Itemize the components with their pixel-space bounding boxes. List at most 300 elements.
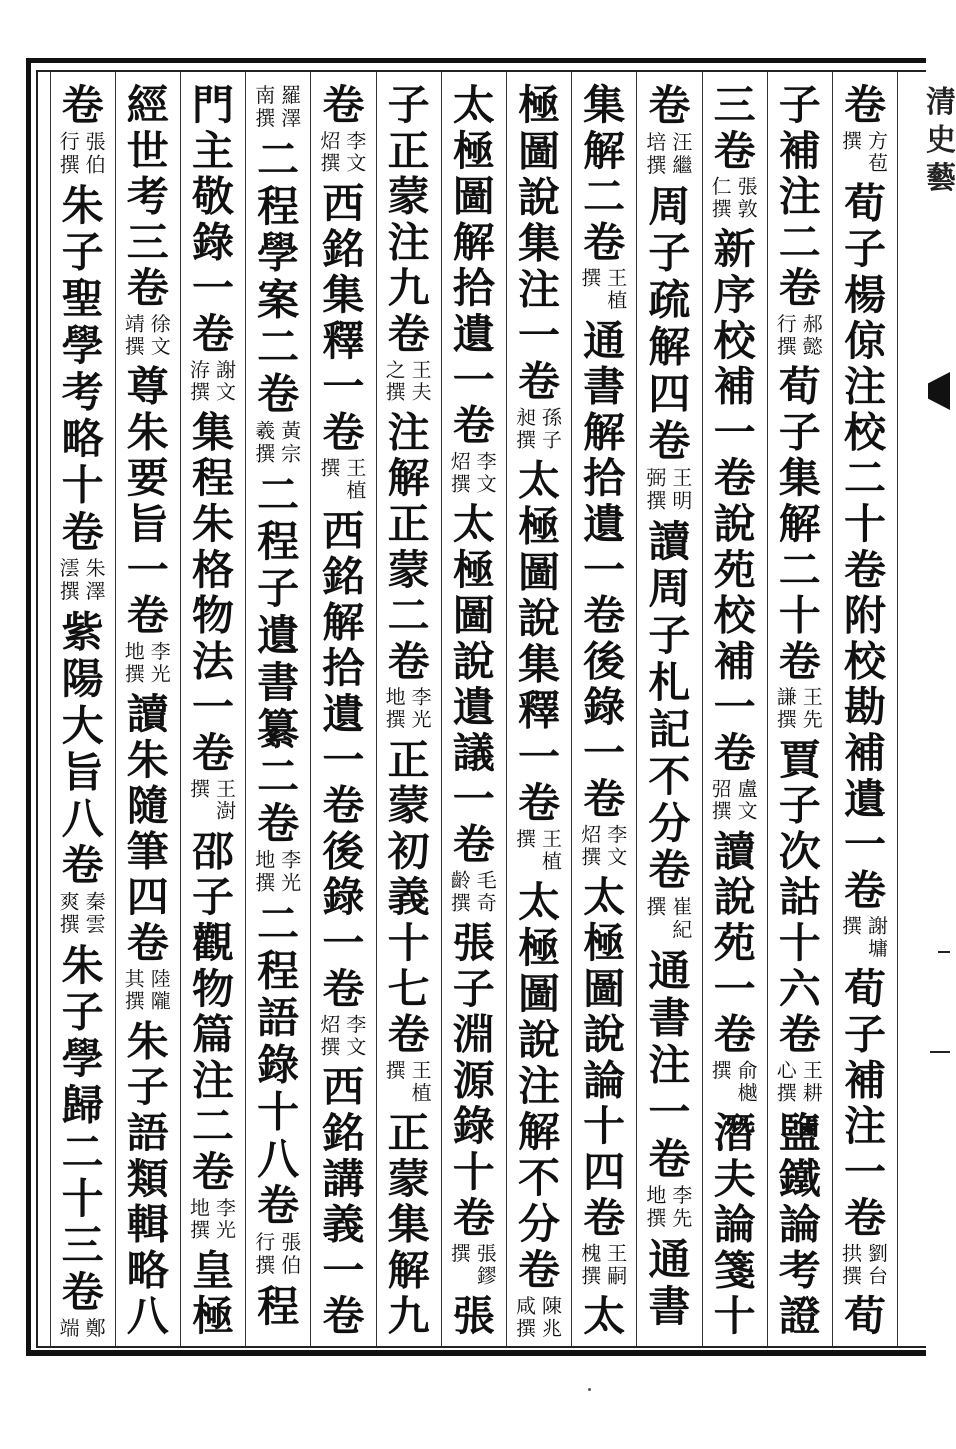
author-note [840, 1243, 890, 1288]
main-character: 卷 [843, 545, 886, 594]
main-character: 卷 [387, 637, 430, 686]
main-character: 一 [583, 729, 626, 777]
main-character: 注 [191, 1056, 234, 1105]
main-character: 釋 [322, 316, 365, 365]
main-character: 卷 [322, 781, 365, 830]
main-character: 注 [517, 265, 560, 314]
main-character: 案 [257, 275, 300, 325]
main-character: 子 [452, 964, 495, 1013]
note-right-line: 毛 奇 [476, 868, 497, 915]
note-right-line: 王 植 [607, 266, 628, 312]
main-character: 十 [61, 1174, 104, 1223]
main-character: 義 [387, 873, 430, 921]
main-character: 一 [322, 1246, 365, 1295]
main-character: 札 [648, 658, 691, 707]
main-character: 旨 [61, 747, 104, 797]
note-left-line: 拱 撰 [842, 1241, 862, 1288]
fish-tail-mark [928, 372, 950, 410]
note-left-line: 咸 撰 [516, 1294, 536, 1341]
main-character: 解 [583, 126, 626, 175]
main-character: 集 [517, 219, 560, 268]
note-left-line: 端 [59, 1316, 80, 1340]
note-right-line: 孫 子 [542, 405, 562, 452]
main-character: 分 [517, 1199, 560, 1248]
main-character: 卷 [648, 416, 691, 466]
main-character: 補 [778, 126, 821, 175]
main-character: 學 [61, 321, 104, 370]
main-character: 卷 [648, 81, 691, 130]
column-rule [506, 72, 507, 1346]
main-character: 說 [713, 873, 756, 921]
column-rule [50, 72, 51, 1346]
main-character: 西 [322, 1063, 365, 1111]
main-character: 注 [648, 1040, 691, 1090]
main-character: 卷 [648, 845, 691, 895]
main-character: 子 [778, 408, 821, 457]
text-column [313, 81, 373, 1340]
note-left-line: 心 撰 [776, 1058, 797, 1105]
main-character: 卷 [322, 81, 365, 129]
note-left-line: 行 撰 [255, 1230, 276, 1278]
note-left-line: 撰 [450, 1241, 471, 1265]
note-left-line: 炤 撰 [320, 1012, 341, 1059]
note-right-line: 李 文 [607, 822, 628, 869]
main-character: 二 [257, 899, 300, 949]
note-right-line: 李 光 [150, 639, 171, 686]
main-character: 注 [778, 172, 821, 221]
main-character: 物 [191, 591, 234, 640]
author-note [188, 778, 238, 823]
main-character: 卷 [583, 1193, 626, 1242]
main-character: 注 [517, 1061, 560, 1110]
text-column [574, 81, 634, 1340]
main-character: 門 [191, 81, 234, 129]
note-right-line: 李 先 [672, 1183, 693, 1231]
author-note [449, 450, 499, 495]
main-character: 卷 [583, 774, 626, 823]
note-left-line: 行 撰 [59, 129, 80, 177]
author-note [710, 1059, 760, 1104]
main-character: 一 [322, 362, 365, 411]
main-character: 太 [452, 81, 495, 129]
main-character: 卷 [257, 369, 300, 419]
main-character: 正 [387, 126, 430, 175]
main-character: 陽 [61, 654, 104, 704]
main-character: 考 [778, 1246, 821, 1295]
main-character: 讀 [648, 517, 691, 567]
column-rule [702, 72, 703, 1346]
main-character: 觀 [191, 919, 234, 967]
author-note [449, 869, 499, 914]
main-character: 證 [778, 1292, 821, 1340]
note-right-line: 謝 墉 [868, 914, 888, 960]
main-character: 校 [843, 408, 886, 457]
main-character: 卷 [517, 778, 560, 827]
main-character: 子 [778, 781, 821, 830]
main-character: 十 [713, 1292, 756, 1340]
main-character: 卷 [713, 454, 756, 502]
main-character: 說 [713, 500, 756, 548]
page-edge-title: 清史藝 [926, 85, 956, 196]
main-character: 三 [713, 81, 756, 129]
main-character: 集 [517, 640, 560, 689]
edge-tick-mark [938, 951, 950, 953]
note-left-line: 槐 撰 [581, 1241, 602, 1288]
main-character: 十 [452, 1147, 495, 1196]
main-character: 潛 [713, 1109, 756, 1157]
main-character: 要 [126, 454, 169, 502]
text-column [770, 81, 830, 1340]
main-character: 鐵 [778, 1154, 821, 1203]
author-note [188, 1197, 238, 1242]
main-character: 卷 [778, 1010, 821, 1059]
main-character: 朱 [191, 500, 234, 548]
main-character: 二 [778, 545, 821, 594]
column-rule [636, 72, 637, 1346]
author-note [710, 778, 760, 823]
main-character: 箋 [713, 1246, 756, 1295]
main-character: 二 [257, 322, 300, 372]
main-character: 蒙 [387, 545, 430, 594]
main-character: 八 [126, 1292, 169, 1340]
main-character: 三 [126, 218, 169, 267]
column-rule [571, 72, 572, 1346]
main-character: 二 [61, 1127, 104, 1177]
note-right-line: 王 植 [346, 456, 367, 502]
note-left-line: 培 撰 [646, 129, 667, 177]
main-character: 讀 [713, 827, 756, 876]
author-note [579, 267, 629, 312]
main-character: 遺 [452, 683, 495, 731]
main-character: 程 [191, 454, 234, 502]
main-character: 說 [583, 1010, 626, 1059]
text-column [183, 81, 243, 1340]
note-left-line: 炤 撰 [581, 822, 602, 869]
note-right-line: 王 夫 [411, 357, 432, 404]
main-character: 大 [61, 701, 104, 750]
note-right-line: 王 澍 [216, 776, 236, 823]
note-right-line: 王 耕 [802, 1058, 823, 1105]
main-character: 一 [648, 1087, 691, 1137]
main-character: 子 [191, 873, 234, 921]
note-right-line: 劉 台 [868, 1241, 888, 1288]
main-character: 遺 [452, 310, 495, 358]
main-character: 十 [583, 1102, 626, 1150]
main-character: 錄 [257, 1040, 300, 1090]
main-character: 解 [322, 598, 365, 647]
main-character: 蒙 [387, 172, 430, 221]
main-character: 卷 [452, 820, 495, 869]
note-left-line: 南 撰 [255, 82, 276, 130]
note-right-line: 秦 雲 [85, 889, 106, 937]
main-character: 朱 [61, 941, 104, 990]
main-character: 書 [648, 993, 691, 1043]
main-character: 卷 [387, 1010, 430, 1059]
column-rule [310, 72, 311, 1346]
note-right-line: 謝 文 [216, 357, 236, 404]
main-character: 八 [257, 1134, 300, 1184]
main-character: 十 [778, 591, 821, 640]
column-rule [180, 72, 181, 1346]
main-character: 蒙 [387, 781, 430, 830]
note-left-line: 靖 撰 [124, 311, 145, 358]
main-character: 朱 [126, 408, 169, 457]
note-left-line: 撰 [190, 776, 210, 801]
main-character: 子 [61, 987, 104, 1037]
main-character: 筆 [126, 827, 169, 876]
note-left-line: 地 撰 [385, 685, 406, 731]
main-character: 四 [126, 873, 169, 921]
main-character: 太 [452, 500, 495, 548]
edge-tick-mark [930, 1051, 950, 1053]
main-character: 說 [517, 594, 560, 643]
main-character: 荀 [843, 179, 886, 228]
main-character: 說 [452, 637, 495, 686]
main-character: 通 [648, 1235, 691, 1285]
main-character: 通 [648, 946, 691, 996]
main-character: 子 [387, 81, 430, 129]
main-character: 卷 [452, 1193, 495, 1242]
main-character: 八 [61, 794, 104, 843]
main-character: 周 [648, 181, 691, 231]
note-left-line: 撰 [385, 1058, 406, 1082]
main-character: 卷 [191, 729, 234, 777]
author-note [644, 131, 694, 177]
note-left-line: 弼 撰 [646, 465, 667, 513]
main-character: 論 [713, 1200, 756, 1249]
main-character: 倞 [843, 316, 886, 365]
note-right-line: 李 文 [346, 1012, 367, 1059]
note-left-line: 羲 撰 [255, 418, 276, 466]
main-character: 卷 [713, 126, 756, 175]
main-character: 學 [61, 1034, 104, 1084]
main-character: 卷 [257, 798, 300, 848]
author-note [644, 896, 694, 942]
main-character: 說 [517, 173, 560, 222]
main-character: 卷 [843, 1193, 886, 1242]
main-character: 卷 [452, 401, 495, 450]
main-character: 讀 [126, 690, 169, 738]
main-character: 格 [191, 545, 234, 594]
main-character: 一 [843, 1147, 886, 1196]
column-rule [441, 72, 442, 1346]
main-character: 極 [452, 545, 495, 594]
main-character: 一 [713, 408, 756, 457]
author-note [318, 1014, 368, 1059]
main-character: 分 [648, 798, 691, 848]
text-column [705, 81, 765, 1340]
main-character: 一 [713, 964, 756, 1013]
main-character: 遺 [322, 690, 365, 738]
main-character: 校 [843, 637, 886, 686]
main-character: 卷 [322, 408, 365, 457]
note-right-line: 陸 隴 [150, 966, 171, 1013]
main-character: 程 [257, 946, 300, 996]
main-character: 一 [322, 735, 365, 784]
main-character: 一 [126, 545, 169, 594]
main-character: 卷 [843, 866, 886, 915]
main-character: 義 [322, 1200, 365, 1249]
author-note [188, 359, 238, 404]
main-character: 程 [257, 1282, 300, 1331]
main-character: 卷 [843, 81, 886, 129]
main-character: 補 [713, 637, 756, 686]
note-left-line: 地 撰 [190, 1195, 210, 1242]
note-left-line: 地 撰 [646, 1183, 667, 1231]
text-column [639, 82, 699, 1340]
main-character: 賈 [778, 735, 821, 784]
main-character: 新 [713, 225, 756, 273]
main-character: 子 [648, 228, 691, 278]
main-character: 學 [257, 228, 300, 278]
main-character: 太 [583, 873, 626, 921]
main-character: 議 [452, 729, 495, 777]
main-character: 子 [126, 1063, 169, 1111]
author-note [253, 849, 303, 895]
main-character: 卷 [126, 919, 169, 967]
note-left-line: 洊 撰 [190, 357, 210, 404]
note-right-line: 方 苞 [868, 128, 888, 175]
main-character: 補 [843, 1056, 886, 1105]
main-character: 語 [257, 993, 300, 1043]
main-character: 略 [61, 414, 104, 463]
main-character: 不 [517, 1153, 560, 1202]
note-right-line: 王 嗣 [607, 1241, 628, 1288]
main-character: 圖 [452, 172, 495, 221]
main-character: 子 [778, 81, 821, 129]
note-left-line: 謙 撰 [776, 685, 797, 731]
note-right-line: 俞 樾 [737, 1058, 758, 1105]
main-character: 張 [452, 1292, 495, 1340]
main-character: 一 [713, 683, 756, 731]
note-left-line: 其 撰 [124, 966, 145, 1013]
main-character: 子 [843, 225, 886, 273]
main-character: 三 [61, 1220, 104, 1270]
main-character: 通 [583, 316, 626, 365]
column-rule [897, 72, 898, 1346]
main-character: 蒙 [387, 1154, 430, 1203]
main-character: 銘 [322, 552, 365, 601]
main-character: 卷 [126, 591, 169, 640]
main-character: 說 [517, 1015, 560, 1064]
text-column [509, 81, 569, 1341]
main-character: 卷 [713, 1010, 756, 1059]
note-left-line: 炤 撰 [450, 449, 471, 496]
author-note [514, 406, 564, 451]
note-right-line: 王 植 [411, 1058, 432, 1105]
text-column [444, 81, 504, 1340]
main-character: 遺 [583, 500, 626, 548]
main-character: 卷 [322, 964, 365, 1013]
note-right-line: 郝 懿 [802, 311, 823, 358]
note-right-line: 李 文 [476, 449, 497, 496]
main-character: 集 [778, 454, 821, 502]
note-left-line: 炤 撰 [320, 128, 341, 175]
text-column [118, 81, 178, 1340]
main-character: 疏 [648, 275, 691, 325]
main-character: 卷 [61, 81, 104, 130]
note-right-line: 王 先 [802, 685, 823, 731]
main-character: 卷 [61, 507, 104, 557]
note-left-line: 仁 撰 [711, 174, 732, 221]
author-note [514, 828, 564, 873]
main-character: 集 [583, 81, 626, 129]
main-character: 十 [61, 460, 104, 510]
main-character: 一 [517, 311, 560, 360]
main-character: 卷 [322, 1292, 365, 1340]
main-character: 集 [322, 271, 365, 319]
main-character: 苑 [713, 545, 756, 594]
note-right-line: 盧 文 [737, 776, 758, 823]
main-character: 纂 [257, 705, 300, 754]
main-character: 二 [191, 1102, 234, 1150]
author-note [58, 557, 108, 603]
main-character: 解 [387, 1246, 430, 1295]
note-right-line: 黃 宗 [281, 418, 302, 466]
main-character: 鹽 [778, 1109, 821, 1157]
main-character: 篇 [191, 1010, 234, 1059]
main-character: 荀 [843, 1292, 886, 1340]
main-character: 極 [583, 919, 626, 967]
main-character: 卷 [583, 591, 626, 640]
main-character: 六 [778, 964, 821, 1013]
main-character: 二 [583, 172, 626, 221]
main-character: 一 [452, 355, 495, 404]
main-character: 卷 [61, 840, 104, 890]
author-note [775, 1059, 825, 1104]
author-note [775, 686, 825, 731]
main-character: 卷 [517, 1246, 560, 1295]
main-character: 序 [713, 271, 756, 319]
text-column [379, 81, 439, 1340]
main-character: 二 [843, 454, 886, 502]
note-left-line: 撰 [842, 128, 862, 153]
main-character: 九 [387, 1292, 430, 1340]
main-character: 二 [257, 470, 300, 520]
main-character: 敬 [191, 172, 234, 221]
main-character: 拾 [583, 454, 626, 502]
author-note [58, 1317, 108, 1340]
main-character: 記 [648, 705, 691, 754]
note-left-line: 地 撰 [124, 639, 145, 686]
main-character: 類 [126, 1154, 169, 1203]
main-character: 卷 [583, 218, 626, 267]
main-character: 二 [257, 134, 300, 184]
note-left-line: 撰 [516, 826, 536, 851]
main-character: 拾 [452, 264, 495, 312]
main-character: 卷 [257, 1181, 300, 1231]
main-character: 程 [257, 517, 300, 567]
main-character: 周 [648, 564, 691, 614]
main-character: 注 [387, 218, 430, 267]
note-left-line: 行 撰 [776, 311, 797, 358]
main-character: 圖 [517, 127, 560, 176]
main-character: 校 [713, 591, 756, 640]
text-column [53, 81, 113, 1340]
main-character: 圖 [583, 964, 626, 1013]
main-character: 釋 [517, 686, 560, 735]
note-right-line: 張 敦 [737, 174, 758, 221]
main-character: 一 [322, 919, 365, 967]
author-note [123, 640, 173, 685]
main-character: 旨 [126, 500, 169, 548]
main-character: 遺 [257, 611, 300, 661]
main-character: 附 [843, 591, 886, 640]
main-character: 卷 [778, 264, 821, 312]
main-character: 書 [648, 1282, 691, 1331]
main-character: 卷 [648, 1134, 691, 1184]
main-character: 七 [387, 964, 430, 1013]
